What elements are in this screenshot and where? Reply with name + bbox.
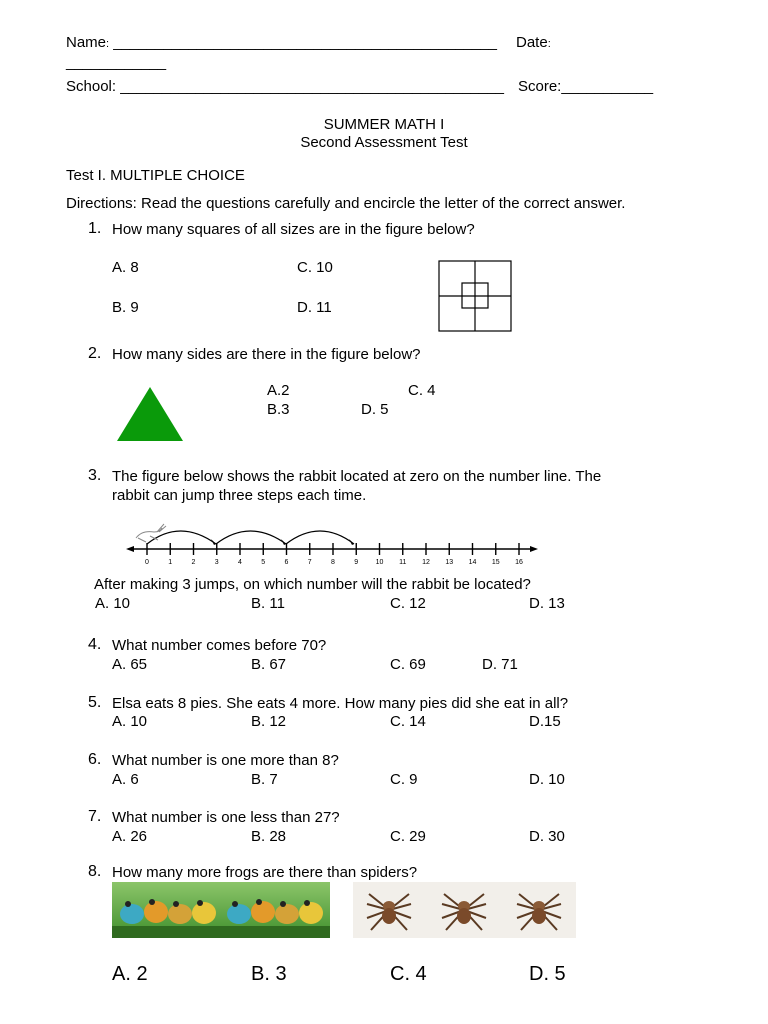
q5-choice-d[interactable]: D.15: [529, 713, 561, 730]
date-colon: :: [547, 38, 551, 50]
number-line-label: 6: [284, 559, 289, 566]
q3-choice-d[interactable]: D. 13: [529, 595, 565, 612]
date-line[interactable]: ____________: [66, 54, 167, 71]
number-line-label: 10: [375, 559, 384, 566]
q3-choice-c[interactable]: C. 12: [390, 595, 426, 612]
q8-choice-c[interactable]: C. 4: [390, 963, 427, 985]
number-line-label: 4: [238, 559, 242, 566]
q3-choice-b[interactable]: B. 11: [251, 595, 285, 612]
number-line-label: 11: [399, 559, 407, 566]
q7-choice-a[interactable]: A. 26: [112, 828, 148, 845]
q8-text: How many more frogs are there than spiders?: [112, 864, 418, 881]
q2-choice-a[interactable]: A.2: [267, 382, 290, 399]
q6-text: What number is one more than 8?: [112, 752, 339, 769]
q6-choice-d[interactable]: D. 10: [529, 771, 565, 788]
q3-choice-a[interactable]: A. 10: [95, 595, 131, 612]
q8-number: 8.: [88, 863, 102, 880]
q4-choice-a[interactable]: A. 65: [112, 656, 148, 673]
q1-choice-b[interactable]: B. 9: [112, 299, 139, 316]
triangle-figure: [116, 386, 184, 442]
q1-number: 1.: [88, 220, 102, 237]
score-label: Score:: [518, 78, 562, 95]
q7-choice-d[interactable]: D. 30: [529, 828, 565, 845]
title-line1: SUMMER MATH I: [323, 116, 445, 133]
number-line-label: 1: [168, 559, 173, 566]
directions: Directions: Read the questions carefully and encircle the letter of the correct answer.: [66, 195, 626, 212]
frogs-image: [112, 882, 330, 938]
q8-choice-d[interactable]: D. 5: [529, 963, 566, 985]
school-label: School:: [66, 78, 121, 95]
q7-choice-c[interactable]: C. 29: [390, 828, 426, 845]
number-line-label: 12: [422, 559, 430, 566]
q5-text: Elsa eats 8 pies. She eats 4 more. How many pies did she eat in all?: [112, 695, 569, 712]
q7-number: 7.: [88, 808, 102, 825]
q2-choice-d[interactable]: D. 5: [361, 401, 389, 418]
q7-text: What number is one less than 27?: [112, 809, 340, 826]
q6-choice-c[interactable]: C. 9: [390, 771, 418, 788]
test-heading: Test I. MULTIPLE CHOICE: [66, 167, 245, 184]
date-row: [516, 34, 551, 51]
squares-figure: [438, 260, 512, 332]
q1-text: How many squares of all sizes are in the figure below?: [112, 221, 475, 238]
q3-text-line2: rabbit can jump three steps each time.: [112, 487, 367, 504]
spiders-image: [353, 882, 576, 938]
score-line[interactable]: ___________: [561, 78, 654, 95]
date-label: Date: [516, 34, 548, 51]
q1-choice-d[interactable]: D. 11: [297, 299, 332, 316]
q4-choice-b[interactable]: B. 67: [251, 656, 287, 673]
q7-choice-b[interactable]: B. 28: [251, 828, 287, 845]
number-line-label: 8: [331, 559, 335, 566]
number-line-label: 14: [468, 559, 477, 566]
q5-choice-c[interactable]: C. 14: [390, 713, 426, 730]
q5-choice-a[interactable]: A. 10: [112, 713, 148, 730]
q6-choice-a[interactable]: A. 6: [112, 771, 139, 788]
q4-text: What number comes before 70?: [112, 637, 327, 654]
title-line2: Second Assessment Test: [300, 134, 468, 151]
q1-choice-a[interactable]: A. 8: [112, 259, 139, 276]
q3-followup: After making 3 jumps, on which number will the rabbit be located?: [94, 576, 531, 593]
q2-text: How many sides are there in the figure below?: [112, 346, 421, 363]
rabbit-icon: [136, 524, 166, 542]
q4-choice-d[interactable]: D. 71: [482, 656, 518, 673]
number-line-label: 2: [191, 559, 196, 566]
q5-number: 5.: [88, 694, 102, 711]
school-row: [66, 78, 504, 95]
name-line[interactable]: ______________________________________________: [113, 34, 497, 51]
q2-number: 2.: [88, 345, 102, 362]
number-line-label: 16: [515, 559, 523, 566]
q6-choice-b[interactable]: B. 7: [251, 771, 278, 788]
name-label: Name: [66, 34, 107, 51]
q8-choice-a[interactable]: A. 2: [112, 963, 148, 985]
q2-choice-b[interactable]: B.3: [267, 401, 290, 418]
q2-choice-c[interactable]: C. 4: [408, 382, 436, 399]
q8-choice-b[interactable]: B. 3: [251, 963, 287, 985]
number-line-label: 7: [307, 559, 312, 566]
number-line-label: 0: [145, 559, 149, 566]
number-line-label: 5: [261, 559, 266, 566]
q5-choice-b[interactable]: B. 12: [251, 713, 287, 730]
q4-number: 4.: [88, 636, 102, 653]
q4-choice-c[interactable]: C. 69: [390, 656, 426, 673]
number-line-label: 13: [445, 559, 454, 566]
number-line-label: 9: [354, 559, 359, 566]
number-line-figure: [124, 520, 540, 566]
name-colon: :: [106, 38, 110, 50]
q6-number: 6.: [88, 751, 102, 768]
q3-text-line1: The figure below shows the rabbit located at zero on the number line. The: [112, 468, 602, 485]
school-line[interactable]: ______________________________________________: [120, 78, 504, 95]
number-line-label: 3: [214, 559, 219, 566]
q3-number: 3.: [88, 467, 102, 484]
name-row: [66, 34, 497, 51]
score-row: [518, 78, 653, 95]
number-line-label: 15: [491, 559, 500, 566]
q1-choice-c[interactable]: C. 10: [297, 259, 333, 276]
